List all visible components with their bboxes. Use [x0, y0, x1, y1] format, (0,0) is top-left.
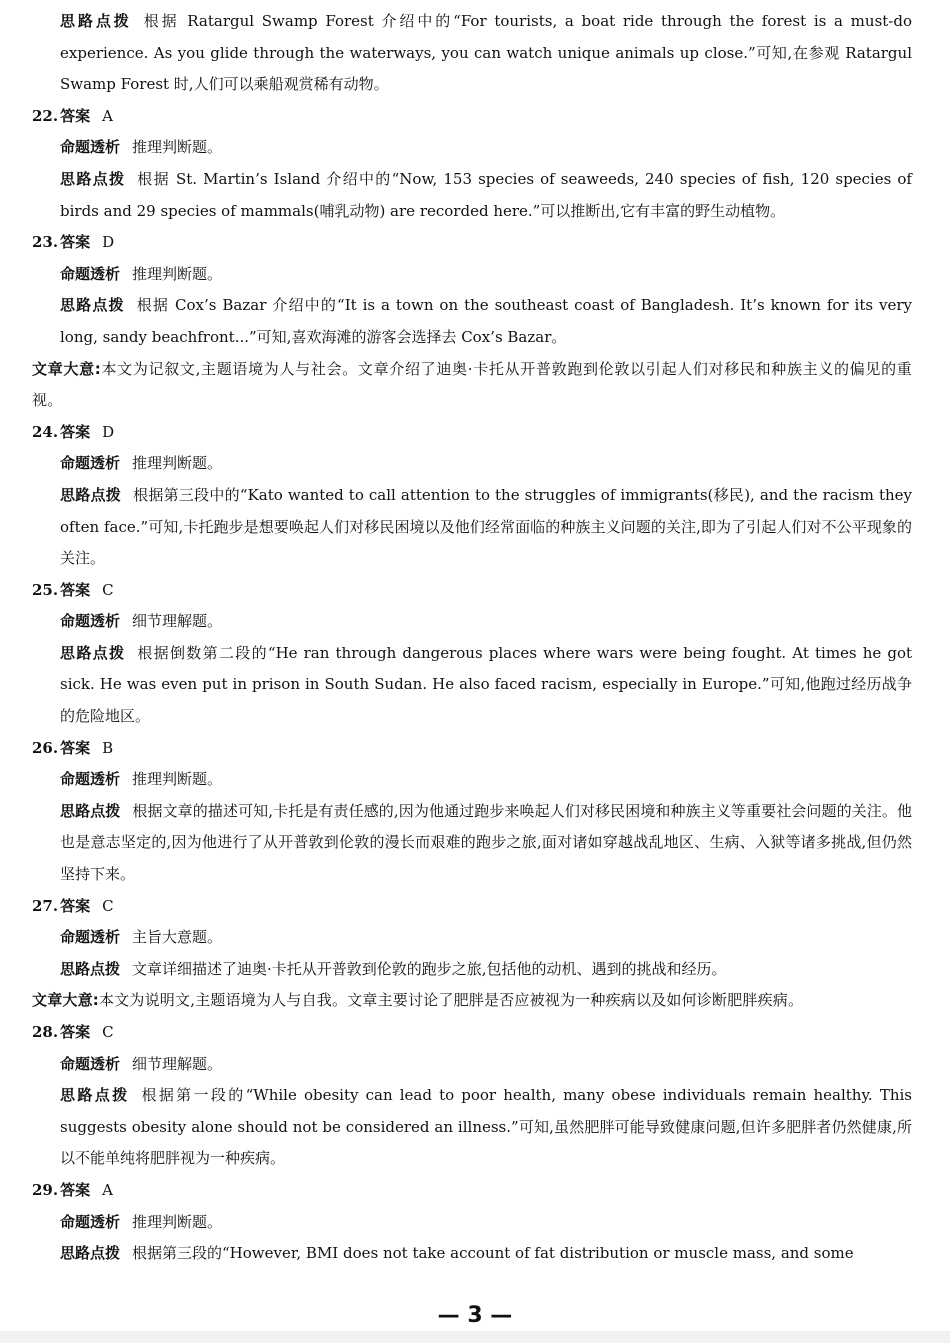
section-label: 命题透析: [60, 1054, 121, 1073]
question-number: 29.: [32, 1180, 59, 1199]
section-text: 根据 St. Martin’s Island 介绍中的“Now, 153 species of seaweeds, 240 species of fish, 120 species of birds and 29 species of mammals(哺乳动物) are recorded here.”可以推断出,它有丰富的野生动植物。: [60, 169, 912, 220]
answer-value: C: [102, 896, 114, 915]
solution-hint: [32, 6, 912, 101]
question-analysis: [32, 764, 912, 796]
question-analysis: [32, 1049, 912, 1081]
solution-hint: [32, 954, 912, 986]
question-analysis: [32, 922, 912, 954]
section-text: 主旨大意题。: [132, 928, 223, 947]
section-label: 思路点拨: [60, 296, 125, 315]
question-number: 23.: [32, 233, 59, 252]
question-number: 26.: [32, 738, 59, 757]
section-text: 推理判断题。: [132, 138, 223, 157]
answer-line: [32, 733, 912, 765]
section-label: 命题透析: [60, 138, 121, 157]
answer-line: [32, 891, 912, 923]
section-label: 思路点拨: [60, 959, 121, 978]
section-label: 命题透析: [60, 264, 121, 283]
section-text: 根据第三段中的“Kato wanted to call attention to the struggles of immigrants(移民), and the racism they often face.”可知,卡托跑步是想要唤起人们对移民困境以及他们经常面临的种族主义问题的关注,即为了引起人们对不公平现象的关注。: [60, 485, 912, 568]
question-number: 27.: [32, 896, 59, 915]
answer-label: 答案: [60, 233, 91, 252]
answer-line: [32, 575, 912, 607]
answer-value: B: [102, 738, 114, 757]
answer-value: A: [102, 1180, 113, 1199]
question-number: 24.: [32, 422, 59, 441]
answer-value: D: [102, 422, 115, 441]
section-text: 根据倒数第二段的“He ran through dangerous places where wars were being fought. At times he got sick. He was even put in prison in South Sudan. He also faced racism, especially in Europe.”可知,他跑过经历战争的危险地区。: [60, 643, 912, 726]
answer-label: 答案: [60, 106, 91, 125]
section-label: 命题透析: [60, 1212, 121, 1231]
answer-line: [32, 227, 912, 259]
answer-line: [32, 101, 912, 133]
section-text: 根据 Ratargul Swamp Forest 介绍中的“For tourists, a boat ride through the forest is a must-do experience. As you glide through the waterways, you can watch unique animals up close.”可知,在参观 Ratargul Swamp Forest 时,人们可以乘船观赏稀有动物。: [60, 12, 912, 94]
question-analysis: [32, 259, 912, 291]
section-label: 思路点拨: [60, 643, 126, 662]
question-analysis: [32, 1207, 912, 1239]
article-summary: [32, 354, 912, 417]
solution-hint: [32, 1238, 912, 1270]
answer-line: [32, 1175, 912, 1207]
section-label: 思路点拨: [60, 485, 122, 504]
section-text: 根据 Cox’s Bazar 介绍中的“It is a town on the southeast coast of Bangladesh. It’s known for its very long, sandy beachfront...”可知,喜欢海滩的游客会选择去 Cox’s Bazar。: [60, 296, 912, 346]
question-analysis: [32, 448, 912, 480]
answer-line: [32, 417, 912, 449]
section-text: 文章详细描述了迪奥·卡托从开普敦到伦敦的跑步之旅,包括他的动机、遇到的挑战和经历。: [132, 959, 727, 978]
section-label: 思路点拨: [60, 12, 132, 30]
section-text: 根据第三段的“However, BMI does not take account of fat distribution or muscle mass, and some: [132, 1244, 854, 1263]
answer-label: 答案: [60, 580, 91, 599]
scan-bottom-edge: [0, 1331, 950, 1343]
question-number: 25.: [32, 580, 59, 599]
solution-hint: [32, 796, 912, 891]
summary-text: 本文为记叙文,主题语境为人与社会。文章介绍了迪奥·卡托从开普敦跑到伦敦以引起人们对移民和种族主义的偏见的重视。: [32, 359, 912, 410]
answer-line: [32, 1017, 912, 1049]
answer-label: 答案: [60, 738, 91, 757]
answer-label: 答案: [60, 422, 91, 441]
section-label: 思路点拨: [60, 169, 126, 188]
summary-text: 本文为说明文,主题语境为人与自我。文章主要讨论了肥胖是否应被视为一种疾病以及如何诊断肥胖疾病。: [99, 991, 804, 1010]
solution-hint: [32, 290, 912, 353]
section-label: 命题透析: [60, 928, 121, 947]
answer-value: C: [102, 580, 114, 599]
section-text: 细节理解题。: [132, 1054, 223, 1073]
section-text: 细节理解题。: [132, 612, 223, 631]
question-analysis: [32, 606, 912, 638]
solution-hint: [32, 164, 912, 227]
article-summary: [32, 985, 912, 1017]
answer-value: A: [102, 106, 113, 125]
answer-value: C: [102, 1023, 114, 1041]
section-text: 推理判断题。: [132, 1212, 223, 1231]
section-label: 命题透析: [60, 612, 121, 631]
answer-label: 答案: [60, 1180, 91, 1199]
section-text: 推理判断题。: [132, 454, 223, 473]
question-analysis: [32, 132, 912, 164]
answer-label: 答案: [60, 896, 91, 915]
page-number: — 3 —: [437, 1303, 513, 1328]
section-label: 命题透析: [60, 770, 121, 789]
solution-hint: [32, 480, 912, 575]
answer-value: D: [102, 233, 115, 252]
section-text: 推理判断题。: [132, 264, 223, 283]
solution-hint: [32, 1080, 912, 1175]
section-label: 思路点拨: [60, 1244, 121, 1263]
section-text: 根据第一段的“While obesity can lead to poor health, many obese individuals remain healthy. This suggests obesity alone should not be considered an illness.”可知,虽然肥胖可能导致健康问题,但许多肥胖者仍然健康,所以不能单纯将肥胖视为一种疾病。: [60, 1086, 912, 1168]
summary-label: 文章大意:: [32, 991, 99, 1010]
answer-label: 答案: [60, 1023, 91, 1041]
section-text: 根据文章的描述可知,卡托是有责任感的,因为他通过跑步来唤起人们对移民困境和种族主义等重要社会问题的关注。他也是意志坚定的,因为他进行了从开普敦到伦敦的漫长而艰难的跑步之旅,面对诸如穿越战乱地区、生病、入狱等诸多挑战,但仍然坚持下来。: [60, 801, 912, 884]
section-label: 思路点拨: [60, 1086, 130, 1105]
section-text: 推理判断题。: [132, 770, 223, 789]
question-number: 22.: [32, 106, 59, 125]
section-label: 思路点拨: [60, 801, 121, 820]
summary-label: 文章大意:: [32, 359, 101, 378]
section-label: 命题透析: [60, 454, 121, 473]
answer-explanations: [32, 6, 912, 1270]
question-number: 28.: [32, 1023, 59, 1041]
solution-hint: [32, 638, 912, 733]
